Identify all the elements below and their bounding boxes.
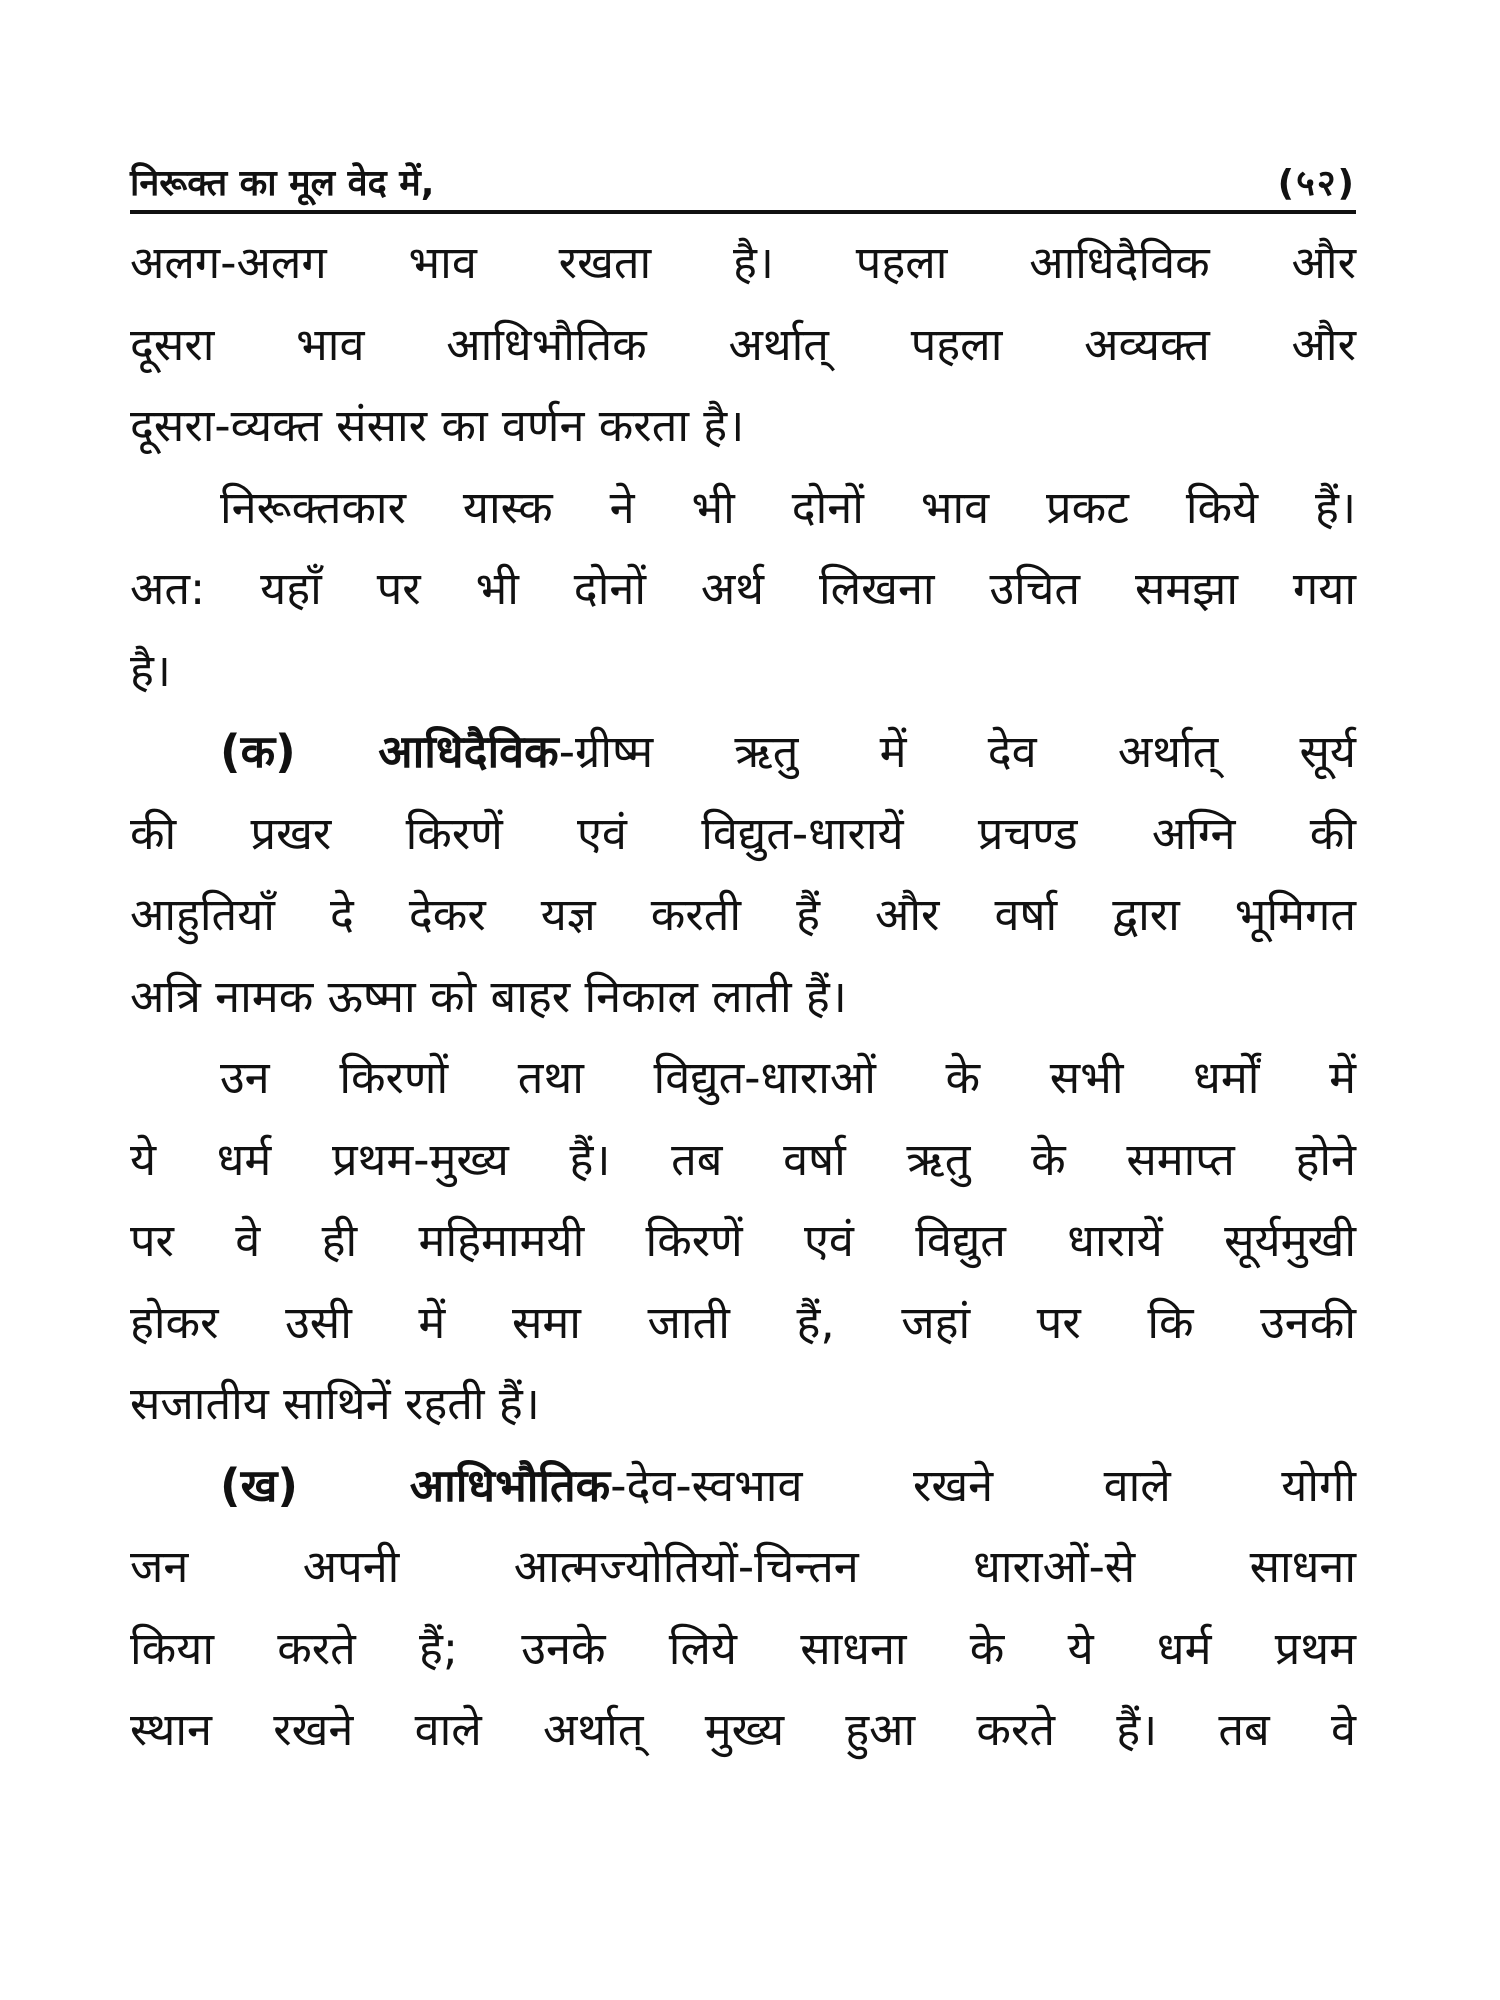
text-line: दूसरा-व्यक्त संसार का वर्णन करता है। — [130, 399, 745, 452]
text-line: दूसरा भाव आधिभौतिक अर्थात् पहला अव्यक्त और — [130, 317, 1356, 371]
running-header — [130, 154, 1356, 214]
text-line: अत: यहाँ पर भी दोनों अर्थ लिखना उचित समझा गया — [130, 562, 1356, 615]
text-line: आहुतियाँ दे देकर यज्ञ करती हैं और वर्षा द्वारा भूमिगत — [130, 888, 1356, 941]
text-line: उन किरणों तथा विद्युत-धाराओं के सभी धर्मों में — [220, 1051, 1356, 1104]
text-line: निरूक्तकार यास्क ने भी दोनों भाव प्रकट किये हैं। — [220, 480, 1356, 534]
page-number: (५२) — [1277, 163, 1356, 204]
text-line: पर वे ही महिमामयी किरणें एवं विद्युत धारायें सूर्यमुखी — [130, 1214, 1356, 1267]
body-text — [130, 222, 1356, 1771]
running-title: निरूक्त का मूल वेद में, — [130, 163, 435, 204]
text-line: किया करते हैं; उनके लिये साधना के ये धर्म प्रथम — [130, 1621, 1356, 1675]
paragraph-kha-first-line — [130, 1445, 1356, 1527]
text-line: सजातीय साथिनें रहती हैं। — [130, 1377, 540, 1430]
text-line: ये धर्म प्रथम-मुख्य हैं। तब वर्षा ऋतु के समाप्त होने — [130, 1132, 1356, 1186]
text-run: -ग्रीष्म ऋतु में देव अर्थात् सूर्य — [558, 725, 1356, 778]
section-heading-ka: (क) आधिदैविक — [220, 725, 559, 778]
text-run: -देव-स्वभाव रखने वाले योगी — [610, 1458, 1356, 1512]
paragraph-ka-first-line — [130, 711, 1356, 793]
text-line: स्थान रखने वाले अर्थात् मुख्य हुआ करते हैं। तब वे — [130, 1703, 1356, 1756]
section-heading-kha: (ख) आधिभौतिक — [220, 1458, 611, 1512]
text-line: होकर उसी में समा जाती हैं, जहां पर कि उनकी — [130, 1295, 1356, 1349]
text-line: जन अपनी आत्मज्योतियों-चिन्तन धाराओं-से साधना — [130, 1540, 1356, 1593]
header-rule — [130, 210, 1356, 214]
text-line: अत्रि नामक ऊष्मा को बाहर निकाल लाती हैं। — [130, 969, 847, 1023]
text-line: है। — [130, 643, 171, 697]
text-line: की प्रखर किरणें एवं विद्युत-धारायें प्रचण्ड अग्नि की — [130, 806, 1356, 860]
text-line: अलग-अलग भाव रखता है। पहला आधिदैविक और — [130, 236, 1356, 289]
